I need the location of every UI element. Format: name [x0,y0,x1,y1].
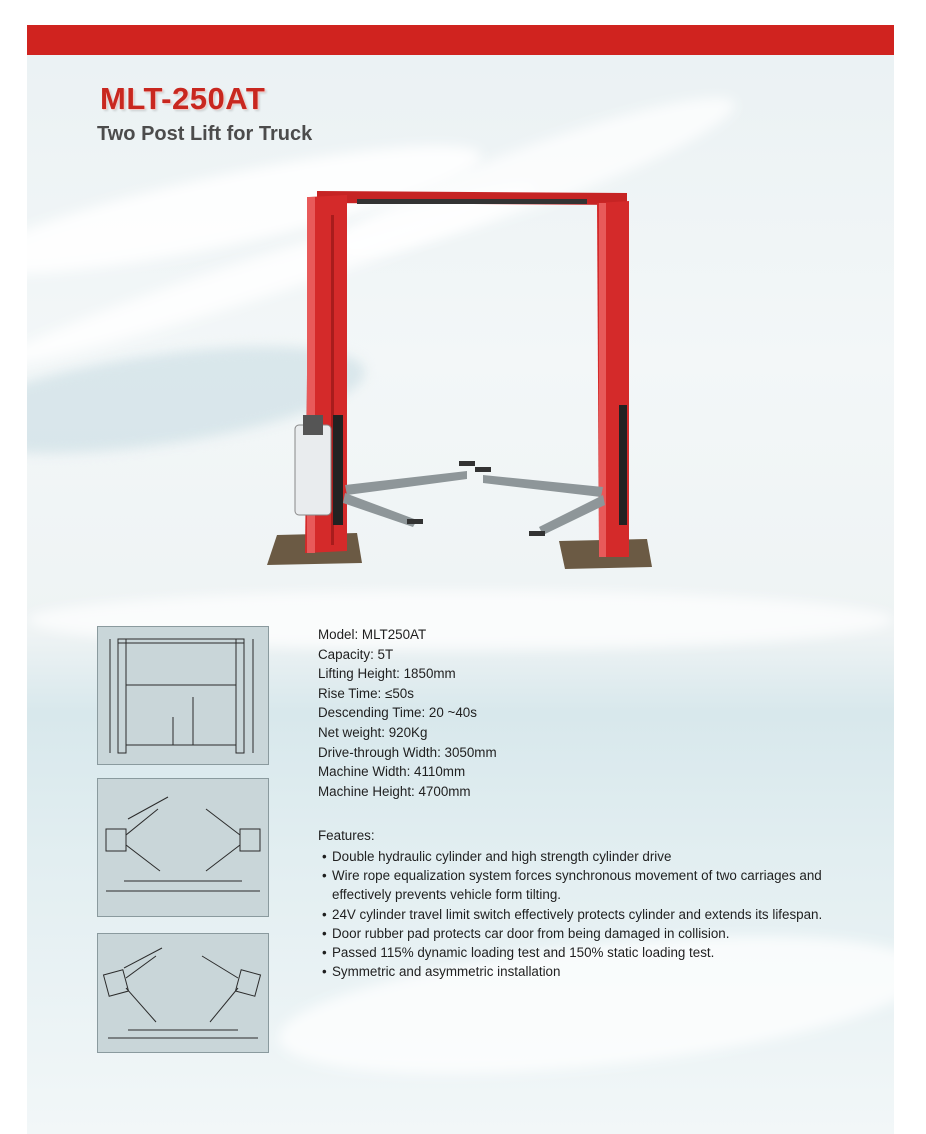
spec-lifting-height: Lifting Height: 1850mm [318,666,456,682]
left-front-arm [345,471,467,495]
spec-net-weight: Net weight: 920Kg [318,724,428,740]
right-front-arm [483,475,603,497]
spec-descending-time: Descending Time: 20 ~40s [318,705,477,721]
spec-rise-time: Rise Time: ≤50s [318,685,414,701]
right-rear-arm [539,495,605,535]
spec-model: Model: MLT250AT [318,627,427,642]
lift-illustration [247,175,667,575]
product-subtitle: Two Post Lift for Truck [97,123,313,145]
feature-item: • Passed 115% dynamic loading test and 150% static loading test. [318,943,858,962]
left-carriage [333,415,343,525]
specifications [318,625,858,801]
feature-item: • Wire rope equalization system forces synchronous movement of two carriages and effectively prevents vehicle form tilting. [318,866,858,904]
model-title: MLT-250AT [100,81,266,116]
left-rear-arm [343,493,417,527]
lift-pad [459,461,475,466]
top-view-drawing-asymmetric [97,933,269,1053]
feature-item: • Double hydraulic cylinder and high strength cylinder drive [318,847,858,866]
top-banner [27,25,894,55]
feature-item: • 24V cylinder travel limit switch effectively protects cylinder and extends its lifespan. [318,905,858,924]
spec-machine-height: Machine Height: 4700mm [318,783,471,799]
power-unit [295,425,331,515]
beam-rail [357,199,587,204]
product-sheet [27,25,894,1134]
front-view-drawing [97,626,269,765]
lift-pad [407,519,423,524]
feature-item: • Door rubber pad protects car door from being damaged in collision. [318,924,858,943]
features-heading: Features: [318,828,375,843]
motor [303,415,323,435]
features-list [318,847,858,981]
lift-pad [529,531,545,536]
spec-capacity: Capacity: 5T [318,646,394,662]
top-view-drawing-symmetric [97,778,269,917]
spec-machine-width: Machine Width: 4110mm [318,764,466,780]
right-carriage [619,405,627,525]
feature-item: • Symmetric and asymmetric installation [318,962,858,981]
lift-pad [475,467,491,472]
spec-drive-through-width: Drive-through Width: 3050mm [318,744,497,760]
